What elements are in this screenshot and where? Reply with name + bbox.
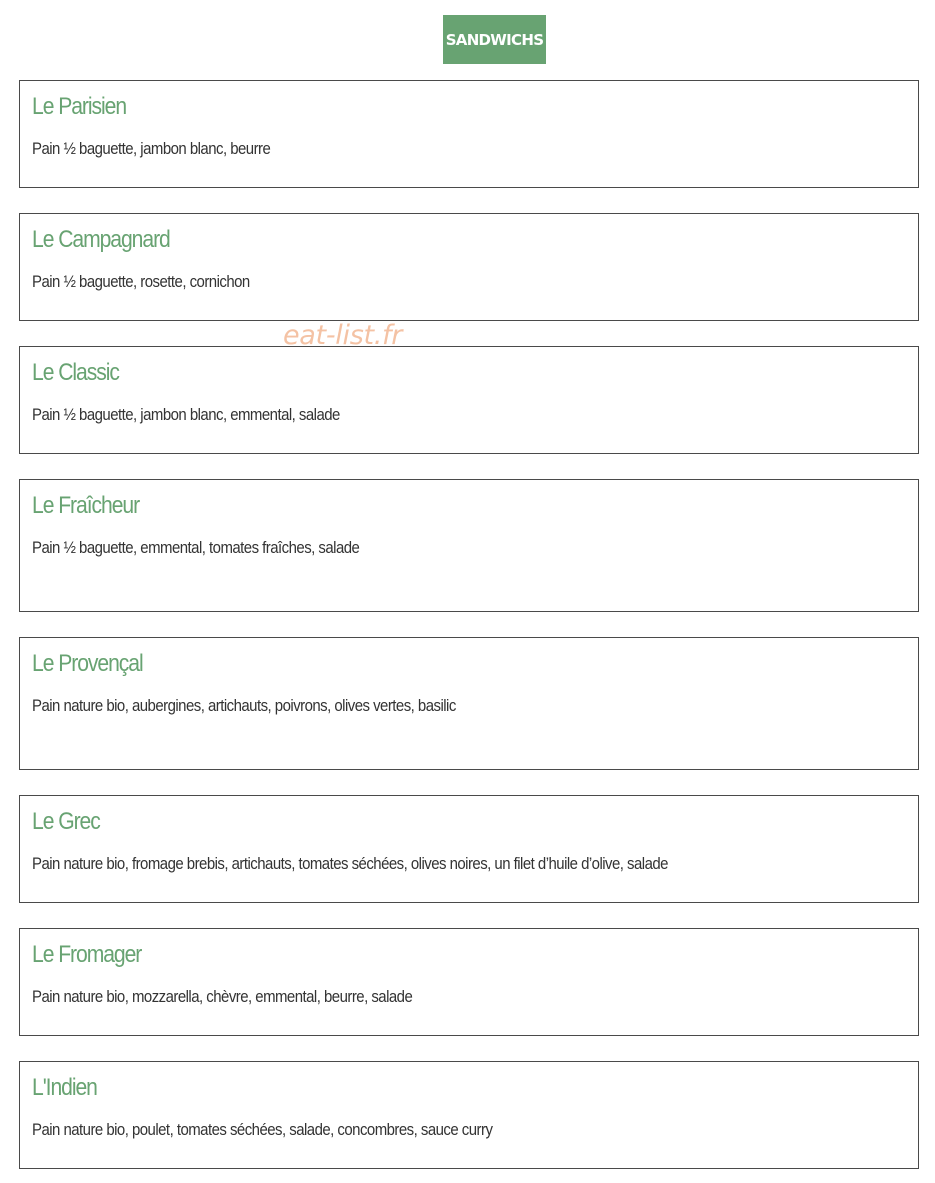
menu-item-card (19, 80, 919, 188)
menu-item-description: Pain nature bio, fromage brebis, artichauts, tomates séchées, olives noires, un filet d’huile d’olive, salade (32, 854, 668, 873)
menu-item-card (19, 1061, 919, 1169)
menu-item-title: Le Provençal (32, 650, 143, 677)
menu-item-card (19, 637, 919, 770)
menu-item-description: Pain ½ baguette, jambon blanc, emmental, salade (32, 405, 340, 424)
menu-item-card (19, 795, 919, 903)
menu-item-description: Pain ½ baguette, rosette, cornichon (32, 272, 250, 291)
menu-item-description: Pain nature bio, poulet, tomates séchées, salade, concombres, sauce curry (32, 1120, 493, 1139)
menu-item-description: Pain ½ baguette, jambon blanc, beurre (32, 139, 271, 158)
menu-item-card (19, 346, 919, 454)
menu-item-card (19, 213, 919, 321)
menu-item-description: Pain nature bio, mozzarella, chèvre, emmental, beurre, salade (32, 987, 413, 1006)
menu-item-description: Pain ½ baguette, emmental, tomates fraîches, salade (32, 538, 360, 557)
watermark: eat-list.fr (283, 320, 403, 351)
menu-item-title: Le Classic (32, 359, 119, 386)
menu-item-card (19, 479, 919, 612)
menu-item-title: Le Campagnard (32, 226, 170, 253)
tab-sandwichs[interactable]: SANDWICHS (443, 15, 546, 64)
menu-item-title: L'Indien (32, 1074, 97, 1101)
menu-item-description: Pain nature bio, aubergines, artichauts, poivrons, olives vertes, basilic (32, 696, 456, 715)
menu-item-card (19, 928, 919, 1036)
menu-item-title: Le Fraîcheur (32, 492, 140, 519)
menu-item-title: Le Parisien (32, 93, 127, 120)
menu-item-title: Le Grec (32, 808, 100, 835)
menu-item-title: Le Fromager (32, 941, 142, 968)
